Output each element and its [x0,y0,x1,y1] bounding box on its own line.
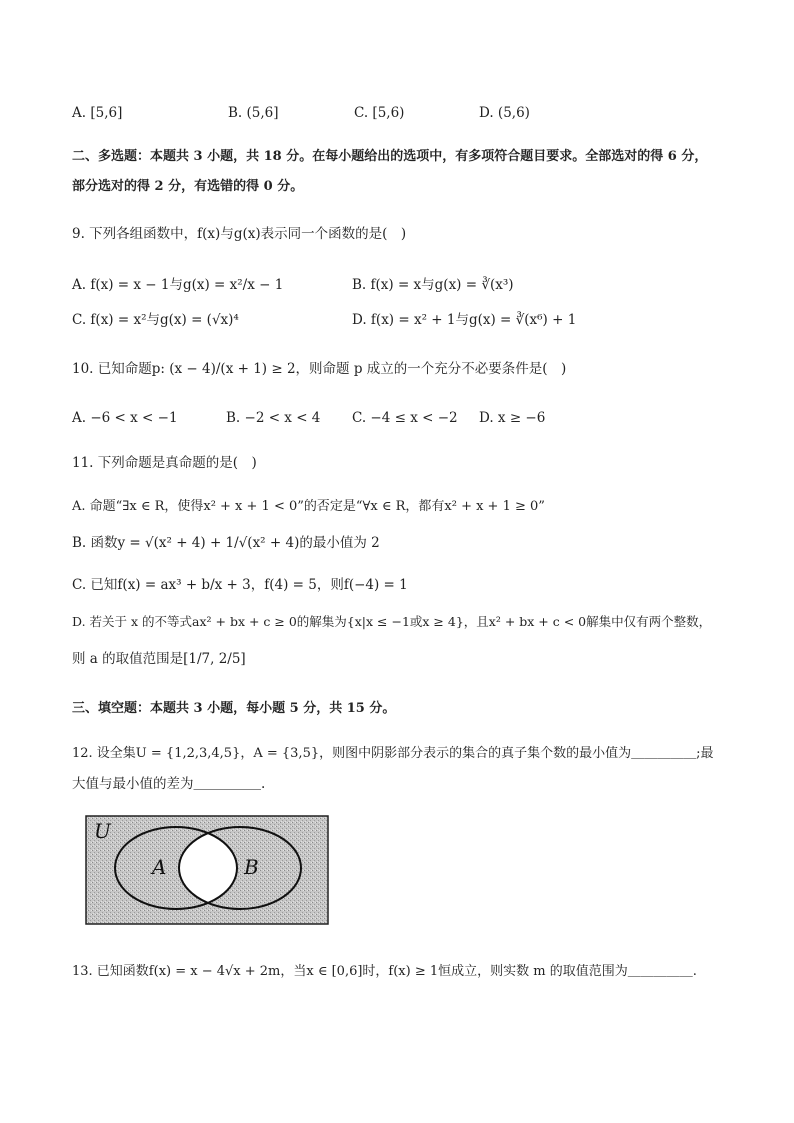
q12-line1: 12. 设全集U = {1,2,3,4,5}，A = {3,5}，则图中阴影部分表示的集合的真子集个数的最小值为＿＿＿＿＿;最 [72,746,714,761]
section3-header: 三、填空题：本题共 3 小题，每小题 5 分，共 15 分。 [72,701,396,716]
q9-option-d: D. f(x) = x² + 1与g(x) = ∛(x⁶) + 1 [352,312,577,328]
q9-stem: 9. 下列各组函数中，f(x)与g(x)表示同一个函数的是( ) [72,226,407,242]
q11-stem: 11. 下列命题是真命题的是( ) [72,455,257,471]
venn-diagram [84,814,330,926]
q11-option-a: A. 命题“∃x ∈ R，使得x² + x + 1 < 0”的否定是“∀x ∈ R，都有x² + x + 1 ≥ 0” [72,499,545,514]
venn-label-u: U [94,819,111,843]
q11-option-d-line1: D. 若关于 x 的不等式ax² + bx + c ≥ 0的解集为{x|x ≤ −1或x ≥ 4}，且x² + bx + c < 0解集中仅有两个整数， [72,614,712,629]
q11-option-d-line2: 则 a 的取值范围是[1/7, 2/5] [72,651,246,667]
venn-label-b: B [244,855,259,879]
q9-option-c: C. f(x) = x²与g(x) = (√x)⁴ [72,312,239,328]
q9-option-a: A. f(x) = x − 1与g(x) = x²/x − 1 [72,277,284,293]
q13-text: 13. 已知函数f(x) = x − 4√x + 2m，当x ∈ [0,6]时，f(x) ≥ 1恒成立，则实数 m 的取值范围为＿＿＿＿＿. [72,964,697,979]
section2-line2: 部分选对的得 2 分，有选错的得 0 分。 [72,179,304,194]
section2-line1: 二、多选题：本题共 3 小题，共 18 分。在每小题给出的选项中，有多项符合题目要求。全部选对的得 6 分， [72,149,708,164]
q12-line2: 大值与最小值的差为＿＿＿＿＿. [72,776,266,792]
q10-option-c: C. −4 ≤ x < −2 [352,410,458,426]
q10-option-b: B. −2 < x < 4 [226,410,321,426]
q8-option-b: B. (5,6] [228,105,279,121]
q10-option-a: A. −6 < x < −1 [72,410,178,426]
venn-label-a: A [152,855,167,879]
q8-option-c: C. [5,6) [354,105,405,121]
q10-option-d: D. x ≥ −6 [479,410,546,426]
q11-option-b: B. 函数y = √(x² + 4) + 1/√(x² + 4)的最小值为 2 [72,535,380,551]
q10-stem: 10. 已知命题p: (x − 4)/(x + 1) ≥ 2，则命题 p 成立的一个充分不必要条件是( ) [72,361,567,377]
q8-option-d: D. (5,6) [479,105,530,121]
q11-option-c: C. 已知f(x) = ax³ + b/x + 3，f(4) = 5，则f(−4) = 1 [72,577,408,593]
q8-option-a: A. [5,6] [72,105,123,121]
q9-option-b: B. f(x) = x与g(x) = ∛(x³) [352,277,514,293]
